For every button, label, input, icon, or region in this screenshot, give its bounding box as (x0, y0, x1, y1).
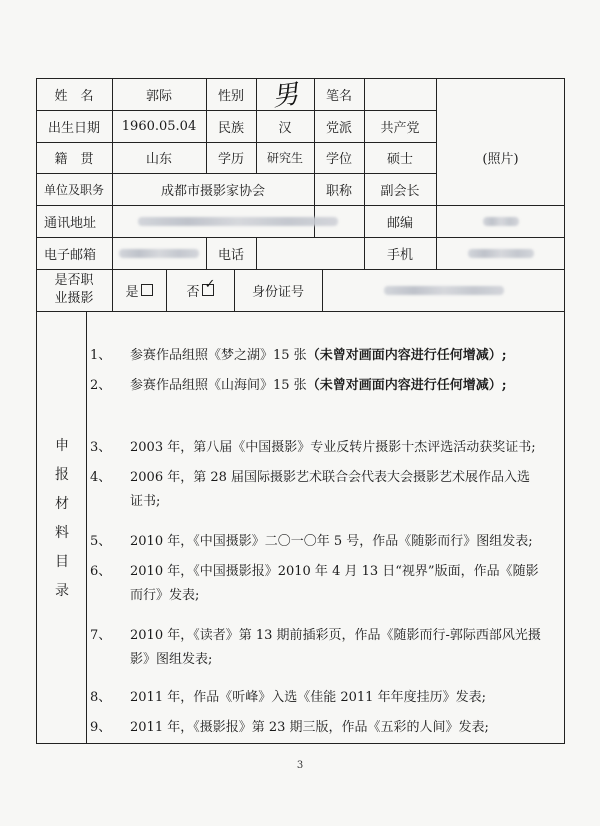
party-value: 共产党 (380, 120, 420, 136)
item-number: 5、 (90, 534, 112, 549)
yes-label: 是 (125, 284, 139, 300)
item-number: 3、 (90, 440, 112, 455)
item-note: （未曾对画面内容进行任何增减）; (306, 348, 507, 363)
professional-label (36, 269, 112, 311)
item-text: 2003 年，第八届《中国摄影》专业反转片摄影十杰评选活动获奖证书; (130, 440, 536, 455)
org-value: 成都市摄影家协会 (160, 183, 265, 199)
col-line (86, 311, 87, 744)
materials-title-char: 录 (55, 583, 69, 599)
item-text: 2011 年，作品《听峰》入选《佳能 2011 年年度挂历》发表; (130, 690, 486, 705)
no-option[interactable] (166, 269, 234, 311)
no-checkbox[interactable] (202, 277, 216, 296)
native-value: 山东 (145, 152, 172, 167)
ethnic-label: 民族 (217, 120, 244, 136)
edu-label: 学历 (217, 152, 244, 167)
id-label: 身份证号 (251, 284, 304, 300)
yes-option[interactable] (112, 269, 166, 311)
name-label: 姓 名 (54, 88, 94, 104)
page-number: 3 (296, 760, 304, 771)
item-text: 2010 年，《读者》第 13 期前插彩页，作品《随影而行-郭际西部风光摄影》图组发表; (130, 628, 541, 667)
edu-value: 研究生 (266, 151, 303, 165)
item-note: （未曾对画面内容进行任何增减）; (306, 378, 507, 393)
materials-title-char: 料 (55, 525, 69, 541)
materials-title-char: 报 (55, 467, 69, 483)
org-label: 单位及职务 (43, 182, 104, 197)
materials-title-char: 申 (55, 438, 69, 454)
email-value-redacted (112, 237, 206, 269)
item-text: 2006 年，第 28 届国际摄影艺术联合会代表大会摄影艺术展作品入选证书; (130, 470, 531, 509)
item-text: 2010 年，《中国摄影报》2010 年 4 月 13 日“视界”版面，作品《随影而行》发表; (130, 564, 539, 603)
item-text: 参赛作品组照《梦之湖》15 张 (130, 348, 307, 363)
ethnic-value: 汉 (278, 120, 292, 136)
id-value-redacted (322, 269, 565, 311)
row-line (36, 311, 565, 312)
gender-label: 性别 (217, 88, 244, 104)
professional-label-line1: 是否职 (54, 273, 94, 288)
materials-title (38, 432, 86, 606)
degree-value: 硕士 (386, 152, 413, 167)
gender-handwriting: 男 (270, 78, 301, 113)
materials-title-char: 材 (55, 496, 69, 512)
professional-label-line2: 业摄影 (54, 291, 94, 306)
title-value: 副会长 (380, 183, 420, 199)
item-number: 1、 (90, 348, 112, 363)
materials-title-char: 目 (55, 554, 69, 570)
yes-checkbox[interactable] (141, 284, 153, 296)
col-line (256, 237, 257, 269)
item-text: 2011 年，《摄影报》第 23 期三版，作品《五彩的人间》发表; (130, 720, 489, 735)
item-number: 2、 (90, 378, 112, 393)
name-value: 郭际 (145, 88, 172, 104)
photo-placeholder: (照片) (482, 152, 519, 167)
item-number: 6、 (90, 564, 112, 579)
phone-label: 电话 (217, 247, 244, 263)
degree-label: 学位 (325, 152, 352, 167)
item-number: 9、 (90, 720, 112, 735)
item-number: 7、 (90, 628, 112, 643)
item-number: 8、 (90, 690, 112, 705)
birth-value: 1960.05.04 (121, 118, 197, 134)
gender-value (256, 74, 314, 112)
postcode-label: 邮编 (386, 215, 413, 231)
no-label: 否 (186, 284, 200, 300)
native-label: 籍 贯 (54, 152, 94, 167)
item-text: 2010 年，《中国摄影》二〇一〇年 5 号，作品《随影而行》图组发表; (130, 534, 533, 549)
address-value-redacted (112, 205, 364, 237)
postcode-value-redacted (436, 205, 565, 237)
penname-value (364, 78, 436, 110)
mobile-value-redacted (436, 237, 565, 269)
birth-label: 出生日期 (47, 120, 100, 136)
mobile-label: 手机 (386, 247, 413, 263)
penname-label: 笔名 (325, 88, 352, 104)
checkmark-icon: ✓ (204, 277, 216, 292)
email-label: 电子邮箱 (44, 247, 97, 263)
address-label: 通讯地址 (44, 215, 97, 231)
item-number: 4、 (90, 470, 112, 485)
item-text: 参赛作品组照《山海间》15 张 (130, 378, 307, 393)
party-label: 党派 (325, 120, 352, 136)
title-label: 职称 (325, 183, 352, 199)
